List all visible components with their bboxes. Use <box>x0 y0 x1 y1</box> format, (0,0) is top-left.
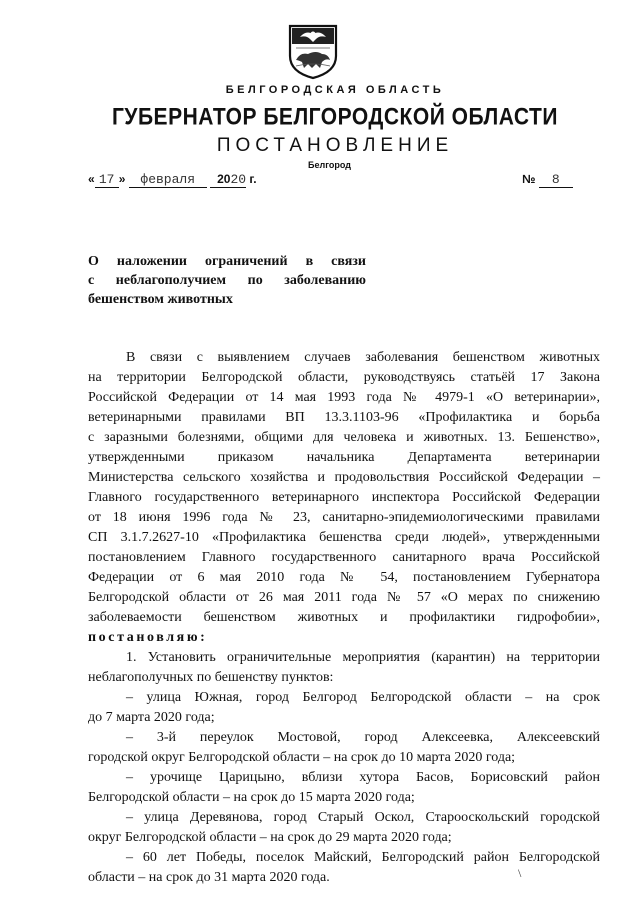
decree-date <box>88 172 257 188</box>
preamble-line: утвержденными приказом начальника Департамента ветеринарии <box>88 450 600 465</box>
date-year-unit: г. <box>249 172 257 186</box>
preamble-line: Белгородской области от 26 мая 2011 года № 57 «О мерах по снижению <box>88 590 600 605</box>
decree-body <box>88 348 600 888</box>
number-label: № <box>522 172 536 186</box>
preamble-line: заболеваемости бешенством животных и профилактики гидрофобии», <box>88 610 600 625</box>
preamble-line: Федерации от 6 мая 2010 года № 54, постановлением Губернатора <box>88 570 600 585</box>
point-line: – улица Южная, город Белгород Белгородской области – на срок <box>126 690 600 705</box>
preamble-line: постановлением Главного государственного санитарного врача Российской <box>88 550 600 565</box>
preamble-line: Министерства сельского хозяйства и продовольствия Российской Федерации – <box>88 470 600 485</box>
preamble-line: с заразными болезнями, общими для человека и животных. 13. Бешенство», <box>88 430 600 445</box>
document-type: ПОСТАНОВЛЕНИЕ <box>216 135 454 156</box>
point-line: области – на срок до 31 марта 2020 года. <box>88 870 330 885</box>
number-value: 8 <box>539 172 573 188</box>
footer-mark: \ <box>518 866 522 880</box>
region-name: БЕЛГОРОДСКАЯ ОБЛАСТЬ <box>225 84 445 96</box>
point-line: Белгородской области – на срок до 15 марта 2020 года; <box>88 790 415 805</box>
date-open-quote: « <box>88 172 95 186</box>
point-line: городской округ Белгородской области – на срок до 10 марта 2020 года; <box>88 750 516 765</box>
point-line: – 60 лет Победы, поселок Майский, Белгородский район Белгородской <box>126 850 600 865</box>
city-name: Белгород <box>308 160 351 170</box>
preamble-line: ветеринарными правилами ВП 13.3.1103-96 «Профилактика и борьба <box>88 410 600 425</box>
decree-number <box>522 172 573 188</box>
point-line: округ Белгородской области – на срок до 29 марта 2020 года; <box>88 830 452 845</box>
point-line: – 3-й переулок Мостовой, город Алексеевка, Алексеевский <box>126 730 600 745</box>
preamble-line: на территории Белгородской области, руководствуясь статьёй 17 Закона <box>88 370 600 385</box>
date-close-quote: » <box>118 172 126 186</box>
point-line: – урочище Царицыно, вблизи хутора Басов, Борисовский район <box>126 770 600 785</box>
item-line: неблагополучных по бешенству пунктов: <box>88 670 334 685</box>
item-line: 1. Установить ограничительные мероприятия (карантин) на территории <box>126 650 600 665</box>
subject-line: О наложении ограничений в связи <box>88 254 366 269</box>
date-month: февраля <box>129 172 207 188</box>
preamble-line: от 18 июня 1996 года № 23, санитарно-эпидемиологическими правилами <box>88 510 600 525</box>
date-year-prefix: 20 <box>217 172 231 186</box>
preamble-line: В связи с выявлением случаев заболевания бешенством животных <box>126 350 600 365</box>
preamble-line: Российской Федерации от 14 мая 1993 года № 4979-1 «О ветеринарии», <box>88 390 600 405</box>
date-year-suffix: 20 <box>230 172 247 187</box>
point-line: до 7 марта 2020 года; <box>88 710 215 725</box>
coat-of-arms-icon <box>286 22 340 80</box>
governor-title: ГУБЕРНАТОР БЕЛГОРОДСКОЙ ОБЛАСТИ <box>112 104 558 131</box>
point-line: – улица Деревянова, город Старый Оскол, Старооскольский городской <box>126 810 600 825</box>
decree-subject <box>88 252 366 309</box>
preamble-line: СП 3.1.7.2627-10 «Профилактика бешенства среди людей», утвержденными <box>88 530 600 545</box>
subject-line: с неблагополучием по заболеванию <box>88 273 366 288</box>
date-day: 17 <box>95 172 119 188</box>
preamble-line: Главного государственного ветеринарного инспектора Российской Федерации <box>88 490 600 505</box>
subject-line: бешенством животных <box>88 292 233 307</box>
resolve-word: постановляю: <box>88 630 208 645</box>
